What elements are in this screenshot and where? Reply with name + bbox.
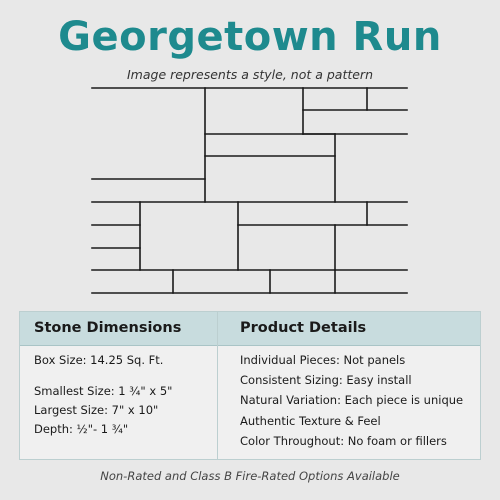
- authentic-texture-row: Authentic Texture & Feel: [240, 414, 381, 428]
- specs-table: [19, 311, 481, 460]
- fire-rating-note: Non-Rated and Class B Fire-Rated Options Available: [100, 469, 400, 483]
- column-divider: [217, 312, 218, 459]
- page-title: Georgetown Run: [58, 14, 442, 60]
- depth-row: Depth: ½"- 1 ¾": [34, 422, 129, 436]
- individual-pieces-row: Individual Pieces: Not panels: [240, 353, 406, 367]
- product-details-header: Product Details: [240, 320, 367, 336]
- natural-variation-row: Natural Variation: Each piece is unique: [240, 393, 464, 407]
- pattern-disclaimer: Image represents a style, not a pattern: [126, 67, 373, 82]
- color-throughout-row: Color Throughout: No foam or fillers: [240, 434, 447, 448]
- box-size-row: Box Size: 14.25 Sq. Ft.: [34, 353, 164, 367]
- smallest-size-row: Smallest Size: 1 ¾" x 5": [34, 384, 173, 398]
- stone-dimensions-header: Stone Dimensions: [34, 320, 182, 336]
- largest-size-row: Largest Size: 7" x 10": [34, 403, 159, 417]
- consistent-sizing-row: Consistent Sizing: Easy install: [240, 373, 412, 387]
